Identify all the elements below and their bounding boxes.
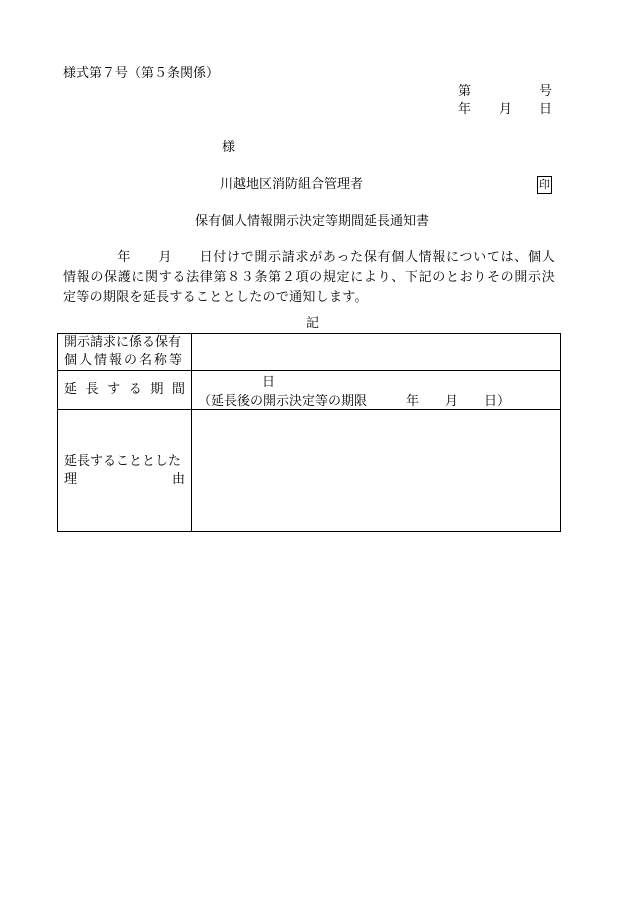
date-month: 月	[499, 102, 513, 117]
document-number-suffix: 号	[539, 84, 553, 99]
seal-mark: 印	[537, 176, 552, 194]
info-name-value	[192, 334, 561, 371]
sender-title: 川越地区消防組合管理者	[220, 177, 364, 192]
table-row	[58, 410, 561, 532]
document-number-prefix: 第	[458, 84, 472, 99]
extended-deadline: （延長後の開示決定等の期限 年 月 日）	[198, 394, 511, 409]
info-name-label	[58, 334, 192, 371]
form-number: 様式第７号（第５条関係）	[63, 66, 220, 81]
date-year: 年	[458, 102, 472, 117]
extension-period-value	[192, 371, 561, 410]
table-row	[58, 371, 561, 410]
recipient-honorific: 様	[222, 140, 236, 155]
extension-reason-value	[192, 410, 561, 532]
document-title: 保有個人情報開示決定等期間延長通知書	[195, 214, 430, 229]
body-text: 年 月 日付けで開示請求があった保有個人情報については、個人情報の保護に関する法律第８３条第２項の規定により、下記のとおりその開示決定等の期限を延長することとしたので通知します。	[63, 250, 555, 305]
ki-heading: 記	[306, 316, 320, 331]
date-day: 日	[539, 102, 553, 117]
info-name-label-line2: 個人情報の名称等	[64, 353, 185, 368]
table-row	[58, 334, 561, 371]
extension-reason-label	[58, 410, 192, 532]
extension-reason-label-line1: 延長することとした	[64, 453, 182, 469]
info-name-label-line1: 開示請求に係る保有	[64, 335, 182, 350]
extension-days-unit: 日	[262, 375, 276, 390]
body-paragraph	[63, 248, 555, 308]
details-table	[57, 333, 561, 532]
extension-reason-label-line2: 理 由	[64, 471, 185, 487]
extension-period-label: 延 長 す る 期 間	[58, 371, 192, 410]
